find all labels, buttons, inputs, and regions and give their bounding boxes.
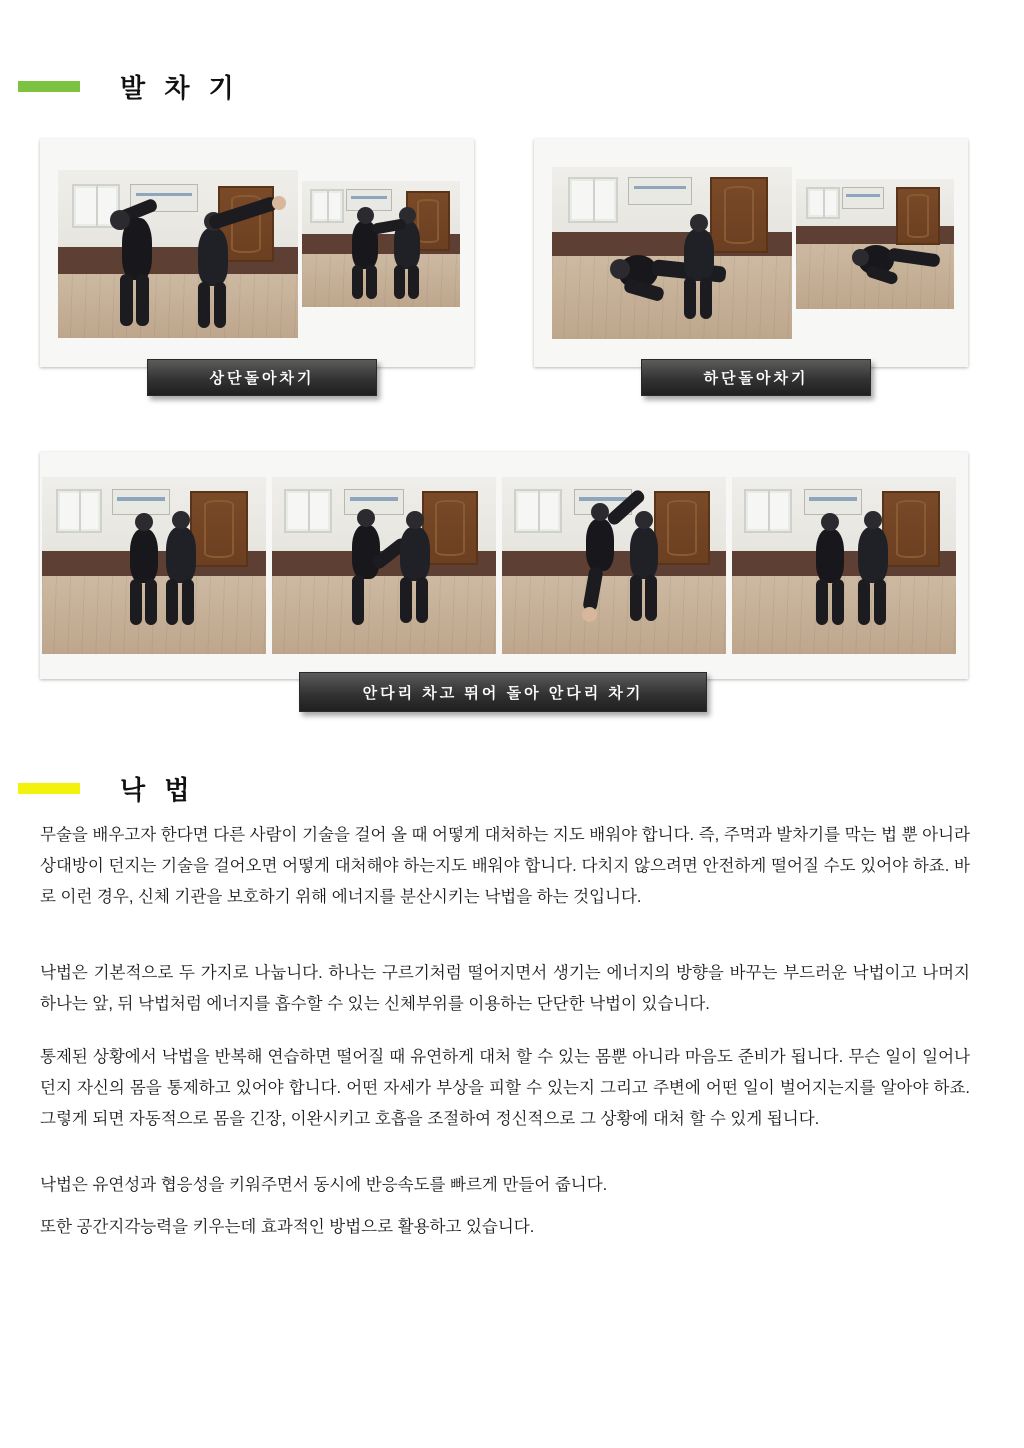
caption-upper-turn-kick: 상단돌아차기 [147,359,377,396]
caption-lower-turn-kick: 하단돌아차기 [641,359,871,396]
section-title-fall: 낙 법 [120,775,196,805]
paragraph-2: 낙법은 기본적으로 두 가지로 나눕니다. 하나는 구르기처럼 떨어지면서 생기는 에너지의 방향을 바꾸는 부드러운 낙법이고 나머지 하나는 앞, 뒤 낙법처럼 에너지를 흡수할 수 있는 신체부위를 이용하는 단단한 낙법이 있습니다. [40,964,970,1013]
section-heading-kick [18,68,240,105]
photo-sequence-frame-2 [272,477,496,654]
section-title-kick: 발 차 기 [120,73,240,103]
dojang-room [552,167,792,339]
photo-sequence-frame-4 [732,477,956,654]
section-heading-fall [18,770,195,807]
heading-rule-green [18,81,80,92]
paragraph-3: 통제된 상황에서 낙법을 반복해 연습하면 떨어질 때 유연하게 대처 할 수 있는 몸뿐 아니라 마음도 준비가 됩니다. 무슨 일이 일어나던지 자신의 몸을 통제하고 있어야 합니다. 어떤 자세가 부상을 피할 수 있는지 그리고 주변에 어떤 일이 벌어지는지를 알아야 하죠. 그렇게 되면 자동적으로 몸을 긴장, 이완시키고 호흡을 조절하여 정신적으로 그 상황에 대처 할 수 있게 됩니다. [40,1048,970,1128]
dojang-room [42,477,266,654]
photo-panel-inner-leg-jump-turn-kick [40,452,968,679]
photo-panel-upper-turn-kick [40,139,474,367]
photo-sequence-frame-3 [502,477,726,654]
caption-inner-leg-jump-turn-kick: 안다리 차고 뛰어 돌아 안다리 차기 [299,672,707,712]
paragraph-1: 무술을 배우고자 한다면 다른 사람이 기술을 걸어 올 때 어떻게 대처하는 지도 배워야 합니다. 즉, 주먹과 발차기를 막는 법 뿐 아니라 상대방이 던지는 기술을 걸어오면 어떻게 대처해야 하는지도 배워야 합니다. 다치지 않으려면 안전하게 떨어질 수도 있어야 하죠. 바로 이런 경우, 신체 기관을 보호하기 위해 에너지를 분산시키는 낙법을 하는 것입니다. [40,826,970,906]
dojang-room [302,181,460,307]
paragraph-4: 낙법은 유연성과 협응성을 키워주면서 동시에 반응속도를 빠르게 만들어 줍니다. [40,1176,608,1194]
dojang-room [732,477,956,654]
photo-upper-turn-kick-large [58,170,298,338]
dojang-room [58,170,298,338]
photo-upper-turn-kick-small [302,181,460,307]
dojang-room [272,477,496,654]
dojang-room [502,477,726,654]
photo-lower-turn-kick-small [796,179,954,309]
photo-panel-lower-turn-kick [534,139,968,367]
paragraph-5: 또한 공간지각능력을 키우는데 효과적인 방법으로 활용하고 있습니다. [40,1218,535,1236]
photo-sequence-frame-1 [42,477,266,654]
heading-rule-yellow [18,783,80,794]
dojang-room [796,179,954,309]
photo-lower-turn-kick-large [552,167,792,339]
